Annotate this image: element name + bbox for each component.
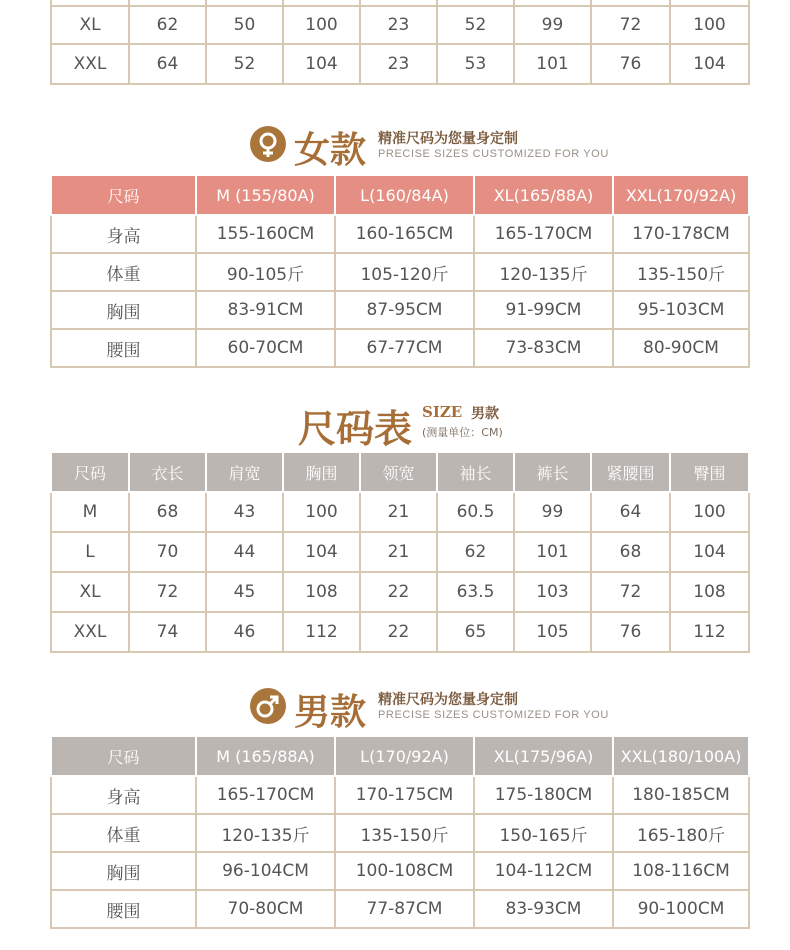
table-cell: 150-165斤 xyxy=(474,814,613,852)
table-cell: 65 xyxy=(437,612,514,652)
table-cell: 101 xyxy=(514,44,591,84)
table-cell: 104 xyxy=(283,532,360,572)
table-cell: 155-160CM xyxy=(196,215,335,253)
table-cell: 21 xyxy=(360,492,437,532)
table-cell: 67-77CM xyxy=(335,329,474,367)
table-header-cell: 尺码 xyxy=(51,452,129,492)
table-cell: 76 xyxy=(591,44,670,84)
table-cell: 90-100CM xyxy=(613,890,749,928)
women-title: 女款 xyxy=(294,129,367,171)
table-cell: 160-165CM xyxy=(335,215,474,253)
table-cell: 165-170CM xyxy=(196,776,335,814)
table-row xyxy=(51,6,749,44)
table-cell: 104 xyxy=(283,44,360,84)
table-cell: 104-112CM xyxy=(474,852,613,890)
table-cell: 胸围 xyxy=(51,852,196,890)
table-cell: 112 xyxy=(283,612,360,652)
table-cell: 72 xyxy=(591,572,670,612)
men-subtitle-cn: 精准尺码为您量身定制 xyxy=(378,692,518,708)
table-row xyxy=(51,852,749,890)
table-row xyxy=(51,492,749,532)
table-cell: 101 xyxy=(514,532,591,572)
table-cell: 100 xyxy=(283,6,360,44)
table-cell: 68 xyxy=(129,492,206,532)
table-cell: 胸围 xyxy=(51,291,196,329)
table-header-cell: 领宽 xyxy=(360,452,437,492)
table-header-cell: 紧腰围 xyxy=(591,452,670,492)
table-header-cell: 裤长 xyxy=(514,452,591,492)
table-cell: 135-150斤 xyxy=(613,253,749,291)
table-header-cell: L(160/84A) xyxy=(335,175,474,215)
size-chart-label-cn: 男款 xyxy=(471,406,499,422)
table-cell: 100 xyxy=(670,6,749,44)
table-cell: XL xyxy=(51,6,129,44)
table-cell: 63.5 xyxy=(437,572,514,612)
table-cell: XXL xyxy=(51,612,129,652)
table-header-cell: 尺码 xyxy=(51,736,196,776)
table-cell: 76 xyxy=(591,612,670,652)
table-cell: 165-170CM xyxy=(474,215,613,253)
table-cell: 74 xyxy=(129,612,206,652)
table-cell: M xyxy=(51,492,129,532)
men-measurement-table xyxy=(50,451,750,653)
table-cell: 100 xyxy=(670,492,749,532)
table-cell: 44 xyxy=(206,532,283,572)
table-cell: 103 xyxy=(514,572,591,612)
table-cell: 52 xyxy=(206,44,283,84)
table-cell: 99 xyxy=(514,492,591,532)
table-cell: 108 xyxy=(670,572,749,612)
table-row xyxy=(51,253,749,291)
table-cell: 身高 xyxy=(51,215,196,253)
table-cell: 104 xyxy=(670,532,749,572)
table-cell: 90-105斤 xyxy=(196,253,335,291)
table-cell: 52 xyxy=(437,6,514,44)
table-cell: 45 xyxy=(206,572,283,612)
male-symbol-icon xyxy=(250,688,286,724)
table-header-cell: 尺码 xyxy=(51,175,196,215)
table-cell: 105 xyxy=(514,612,591,652)
table-row xyxy=(51,291,749,329)
table-cell: 170-178CM xyxy=(613,215,749,253)
table-cell: 60.5 xyxy=(437,492,514,532)
table-cell: 体重 xyxy=(51,814,196,852)
table-cell: 21 xyxy=(360,532,437,572)
table-cell: 64 xyxy=(129,44,206,84)
table-cell: 43 xyxy=(206,492,283,532)
table-cell: 112 xyxy=(670,612,749,652)
women-subtitle-cn: 精准尺码为您量身定制 xyxy=(378,131,518,147)
table-cell: 身高 xyxy=(51,776,196,814)
table-cell: 64 xyxy=(591,492,670,532)
women-size-table xyxy=(50,174,750,368)
table-cell: 180-185CM xyxy=(613,776,749,814)
table-cell: 72 xyxy=(129,572,206,612)
table-cell: 100-108CM xyxy=(335,852,474,890)
table-cell: 104 xyxy=(670,44,749,84)
table-cell: 120-135斤 xyxy=(474,253,613,291)
men-title: 男款 xyxy=(294,691,367,733)
men-size-table xyxy=(50,735,750,929)
table-cell: 46 xyxy=(206,612,283,652)
table-header-row xyxy=(51,452,749,492)
table-cell: 77-87CM xyxy=(335,890,474,928)
table-header-cell: XL(165/88A) xyxy=(474,175,613,215)
table-cell: 68 xyxy=(591,532,670,572)
table-cell: 22 xyxy=(360,572,437,612)
table-row xyxy=(51,776,749,814)
table-row xyxy=(51,44,749,84)
table-cell: 73-83CM xyxy=(474,329,613,367)
table-cell: 23 xyxy=(360,6,437,44)
men-subtitle-en: PRECISE SIZES CUSTOMIZED FOR YOU xyxy=(378,709,609,721)
table-header-cell: M (165/88A) xyxy=(196,736,335,776)
table-cell: 108-116CM xyxy=(613,852,749,890)
table-cell: 50 xyxy=(206,6,283,44)
table-cell: 83-91CM xyxy=(196,291,335,329)
table-cell: 105-120斤 xyxy=(335,253,474,291)
table-header-cell: 肩宽 xyxy=(206,452,283,492)
table-header-row xyxy=(51,736,749,776)
table-header-cell: XXL(180/100A) xyxy=(613,736,749,776)
table-cell: 83-93CM xyxy=(474,890,613,928)
table-cell: 72 xyxy=(591,6,670,44)
table-cell: 80-90CM xyxy=(613,329,749,367)
table-cell: 135-150斤 xyxy=(335,814,474,852)
table-cell: 165-180斤 xyxy=(613,814,749,852)
table-cell: 100 xyxy=(283,492,360,532)
table-header-cell: XXL(170/92A) xyxy=(613,175,749,215)
table-header-cell: L(170/92A) xyxy=(335,736,474,776)
table-header-cell: 衣长 xyxy=(129,452,206,492)
female-symbol-icon xyxy=(250,126,286,162)
table-cell: 170-175CM xyxy=(335,776,474,814)
table-row xyxy=(51,612,749,652)
table-cell: 体重 xyxy=(51,253,196,291)
table-cell: 62 xyxy=(437,532,514,572)
table-row xyxy=(51,814,749,852)
table-cell: 22 xyxy=(360,612,437,652)
table-cell: 91-99CM xyxy=(474,291,613,329)
table-header-cell: 袖长 xyxy=(437,452,514,492)
women-subtitle-en: PRECISE SIZES CUSTOMIZED FOR YOU xyxy=(378,148,609,160)
table-row xyxy=(51,572,749,612)
table-header-cell: XL(175/96A) xyxy=(474,736,613,776)
table-cell: 70-80CM xyxy=(196,890,335,928)
top-size-table xyxy=(50,0,750,85)
table-cell: 175-180CM xyxy=(474,776,613,814)
table-header-cell: 臀围 xyxy=(670,452,749,492)
table-cell: 腰围 xyxy=(51,890,196,928)
table-header-row xyxy=(51,175,749,215)
table-cell: 99 xyxy=(514,6,591,44)
table-cell: 120-135斤 xyxy=(196,814,335,852)
table-header-cell: M (155/80A) xyxy=(196,175,335,215)
table-cell: XXL xyxy=(51,44,129,84)
table-cell: 23 xyxy=(360,44,437,84)
size-chart-label-en: SIZE xyxy=(422,403,463,421)
table-cell: 60-70CM xyxy=(196,329,335,367)
table-cell: 96-104CM xyxy=(196,852,335,890)
table-cell: 腰围 xyxy=(51,329,196,367)
table-cell: L xyxy=(51,532,129,572)
table-cell: XL xyxy=(51,572,129,612)
table-row xyxy=(51,329,749,367)
size-chart-title: 尺码表 xyxy=(298,406,413,451)
table-cell: 70 xyxy=(129,532,206,572)
table-header-cell: 胸围 xyxy=(283,452,360,492)
size-chart-unit-note: (测量单位：CM) xyxy=(422,426,503,439)
table-cell: 53 xyxy=(437,44,514,84)
table-row xyxy=(51,890,749,928)
table-cell: 108 xyxy=(283,572,360,612)
table-cell: 62 xyxy=(129,6,206,44)
table-row xyxy=(51,532,749,572)
table-row xyxy=(51,215,749,253)
table-cell: 95-103CM xyxy=(613,291,749,329)
table-cell: 87-95CM xyxy=(335,291,474,329)
